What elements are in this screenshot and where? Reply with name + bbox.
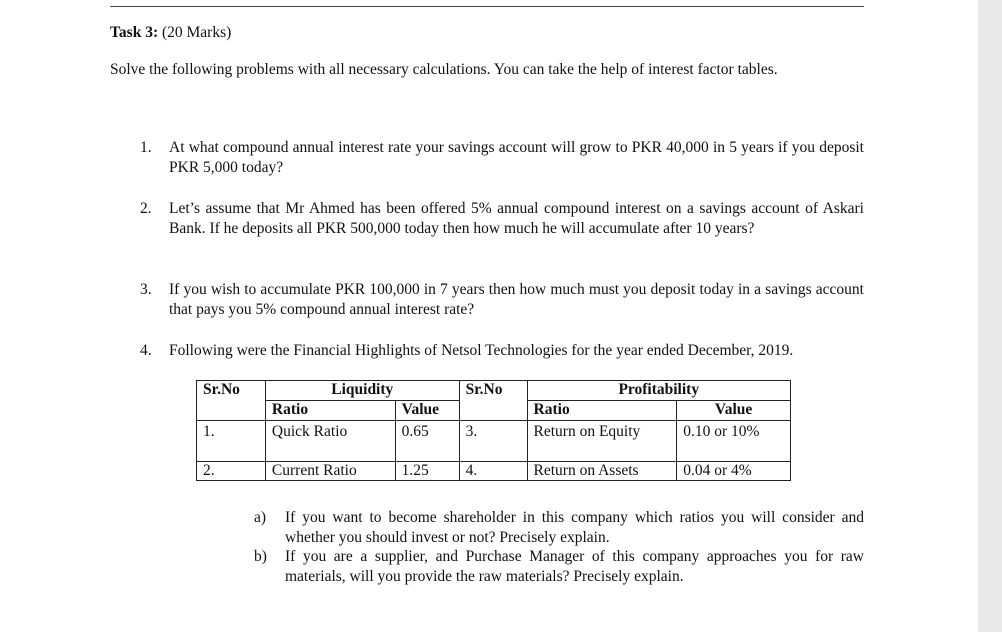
question-number: 4. <box>140 342 152 359</box>
task-intro: Solve the following problems with all necessary calculations. You can take the help of interest factor tables. <box>110 61 778 78</box>
value-cell: 0.10 or 10% <box>677 421 791 462</box>
liquidity-header: Liquidity <box>265 381 459 401</box>
vertical-scrollbar[interactable] <box>978 0 1002 632</box>
task-title-marks: (20 Marks) <box>158 24 232 41</box>
question-3 <box>140 280 864 319</box>
ratio-cell: Current Ratio <box>265 462 395 481</box>
task-title-bold: Task 3: <box>110 24 159 41</box>
question-number: 2. <box>140 200 152 217</box>
question-text: Following were the Financial Highlights of Netsol Technologies for the year ended December, 2019. <box>169 342 794 359</box>
sub-question-text: If you are a supplier, and Purchase Manager of this company approaches you for raw materials, will you provide the raw materials? Precisely explain. <box>285 548 864 585</box>
question-4 <box>140 341 864 361</box>
table-header-row <box>197 381 791 401</box>
question-number: 3. <box>140 281 152 298</box>
sr-cell: 2. <box>197 462 266 481</box>
sr-cell: 1. <box>197 421 266 462</box>
value-cell: 1.25 <box>395 462 459 481</box>
task-title <box>110 24 231 42</box>
question-text: At what compound annual interest rate your savings account will grow to PKR 40,000 in 5 years if you deposit PKR 5,000 today? <box>169 139 864 176</box>
profitability-header: Profitability <box>527 381 790 401</box>
ratio-header: Ratio <box>527 401 677 421</box>
ratio-cell: Return on Assets <box>527 462 677 481</box>
sub-question-b <box>254 547 864 586</box>
value-header: Value <box>395 401 459 421</box>
table-row <box>197 421 791 462</box>
question-2 <box>140 199 864 238</box>
table-row <box>197 462 791 481</box>
ratio-cell: Return on Equity <box>527 421 677 462</box>
srno-header: Sr.No <box>459 381 527 401</box>
ratio-cell: Quick Ratio <box>265 421 395 462</box>
question-text: Let’s assume that Mr Ahmed has been offered 5% annual compound interest on a savings account of Askari Bank. If he deposits all PKR 500,000 today then how much he will accumulate after 10 years? <box>169 200 864 237</box>
question-1 <box>140 138 864 177</box>
question-number: 1. <box>140 139 152 156</box>
ratio-header: Ratio <box>265 401 395 421</box>
srno-header: Sr.No <box>197 381 266 401</box>
sub-question-label: a) <box>254 509 267 526</box>
sr-cell: 3. <box>459 421 527 462</box>
financial-highlights-table <box>196 380 791 481</box>
question-text: If you wish to accumulate PKR 100,000 in 7 years then how much must you deposit today in a savings account that pays you 5% compound annual interest rate? <box>169 281 864 318</box>
value-cell: 0.65 <box>395 421 459 462</box>
value-cell: 0.04 or 4% <box>677 462 791 481</box>
value-header: Value <box>677 401 791 421</box>
top-divider <box>110 6 864 7</box>
sub-question-a <box>254 508 864 547</box>
sub-question-text: If you want to become shareholder in this company which ratios you will consider and whether you should invest or not? Precisely explain. <box>285 509 864 546</box>
sub-question-label: b) <box>254 548 267 565</box>
table-subheader-row <box>197 401 791 421</box>
sr-cell: 4. <box>459 462 527 481</box>
